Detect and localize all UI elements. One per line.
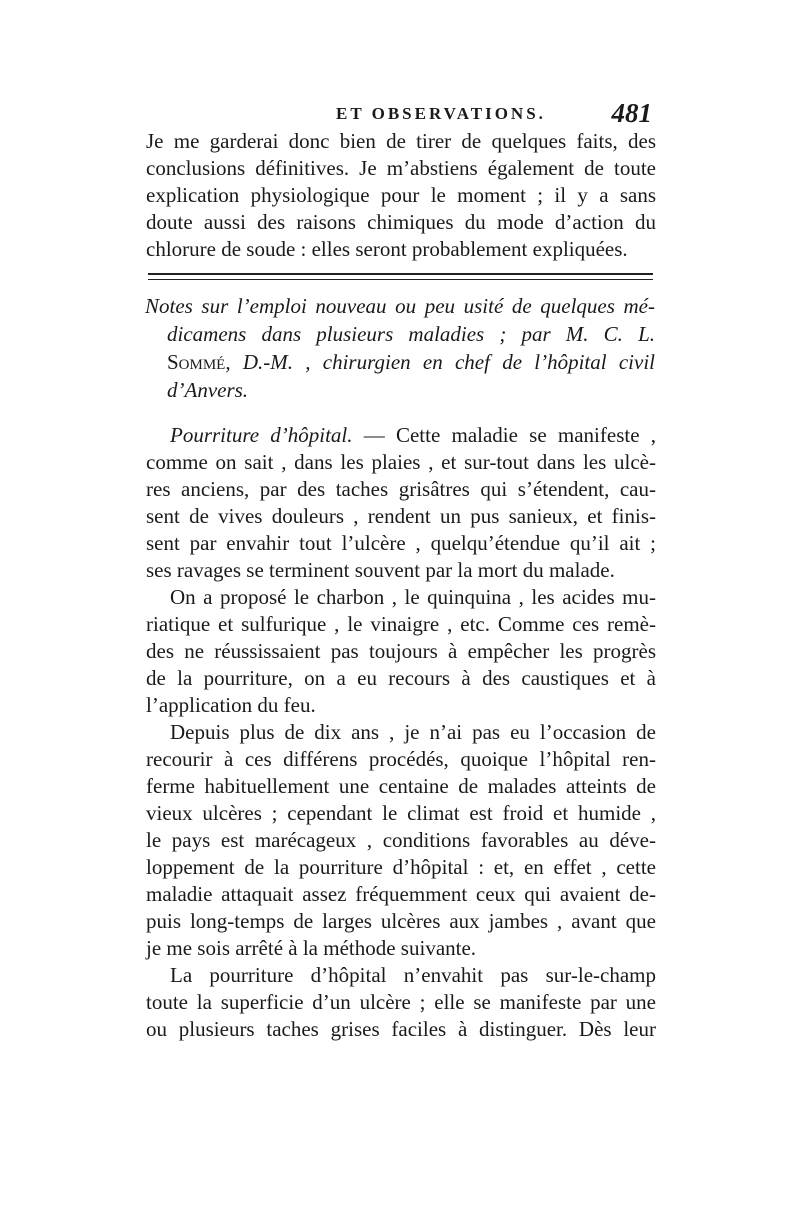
body-line: je me sois arrêté à la méthode suivante. <box>146 936 477 960</box>
body-line: le pays est marécageux , conditions favorables au déve- <box>146 828 656 852</box>
author-name: Sommé <box>167 350 226 374</box>
body-line: riatique et sulfurique , le vinaigre , etc. Comme ces remè- <box>146 612 656 636</box>
body-line: sent par envahir tout l’ulcère , quelqu’étendue qu’il ait ; <box>146 531 656 555</box>
page-number: 481 <box>611 98 652 128</box>
body-line: La pourriture d’hôpital n’envahit pas sur-le-champ <box>170 963 656 987</box>
section-divider-top <box>148 273 653 275</box>
author-credentials: , D.-M. , chirurgien en chef de l’hôpital civil <box>225 350 655 374</box>
body-line: l’application du feu. <box>146 693 316 717</box>
body-line: de la pourriture, on a eu recours à des caustiques et à <box>146 666 656 690</box>
section-heading-line <box>170 422 656 448</box>
body-line: puis long-temps de larges ulcères aux jambes , avant que <box>146 909 656 933</box>
intro-line: doute aussi des raisons chimiques du mode d’action du <box>146 210 656 234</box>
section-heading: Pourriture d’hôpital. <box>170 423 353 447</box>
body-line: toute la superficie d’un ulcère ; elle se manifeste par une <box>146 990 656 1014</box>
body-line: ferme habituellement une centaine de malades atteints de <box>146 774 656 798</box>
body-line: vieux ulcères ; cependant le climat est froid et humide , <box>146 801 656 825</box>
body-line: maladie attaquait assez fréquemment ceux qui avaient de- <box>146 882 656 906</box>
body-line: res anciens, par des taches grisâtres qui s’étendent, cau- <box>146 477 656 501</box>
body-line: ou plusieurs taches grises faciles à distinguer. Dès leur <box>146 1017 656 1041</box>
article-title-line: d’Anvers. <box>167 378 249 402</box>
body-line: recourir à ces différens procédés, quoique l’hôpital ren- <box>146 747 656 771</box>
article-title-line: dicamens dans plusieurs maladies ; par M. C. L. <box>167 322 655 346</box>
intro-line: conclusions définitives. Je m’abstiens également de toute <box>146 156 656 180</box>
intro-line: Je me garderai donc bien de tirer de quelques faits, des <box>146 129 656 153</box>
body-line: loppement de la pourriture d’hôpital : et, en effet , cette <box>146 855 656 879</box>
body-line: comme on sait , dans les plaies , et sur-tout dans les ulcè- <box>146 450 656 474</box>
body-line: Depuis plus de dix ans , je n’ai pas eu l’occasion de <box>170 720 656 744</box>
body-line: sent de vives douleurs , rendent un pus sanieux, et finis- <box>146 504 656 528</box>
intro-line: explication physiologique pour le moment ; il y a sans <box>146 183 656 207</box>
section-heading-text: — Cette maladie se manifeste , <box>352 423 656 447</box>
intro-line: chlorure de soude : elles seront probablement expliquées. <box>146 237 628 261</box>
body-line: ses ravages se terminent souvent par la mort du malade. <box>146 558 615 582</box>
body-line: On a proposé le charbon , le quinquina , les acides mu- <box>170 585 656 609</box>
body-line: des ne réussissaient pas toujours à empêcher les progrès <box>146 639 656 663</box>
section-divider-bottom <box>148 279 653 280</box>
running-title: ET OBSERVATIONS. <box>336 104 546 123</box>
article-title-line <box>167 348 655 376</box>
article-title-line: Notes sur l’emploi nouveau ou peu usité de quelques mé- <box>145 294 655 318</box>
